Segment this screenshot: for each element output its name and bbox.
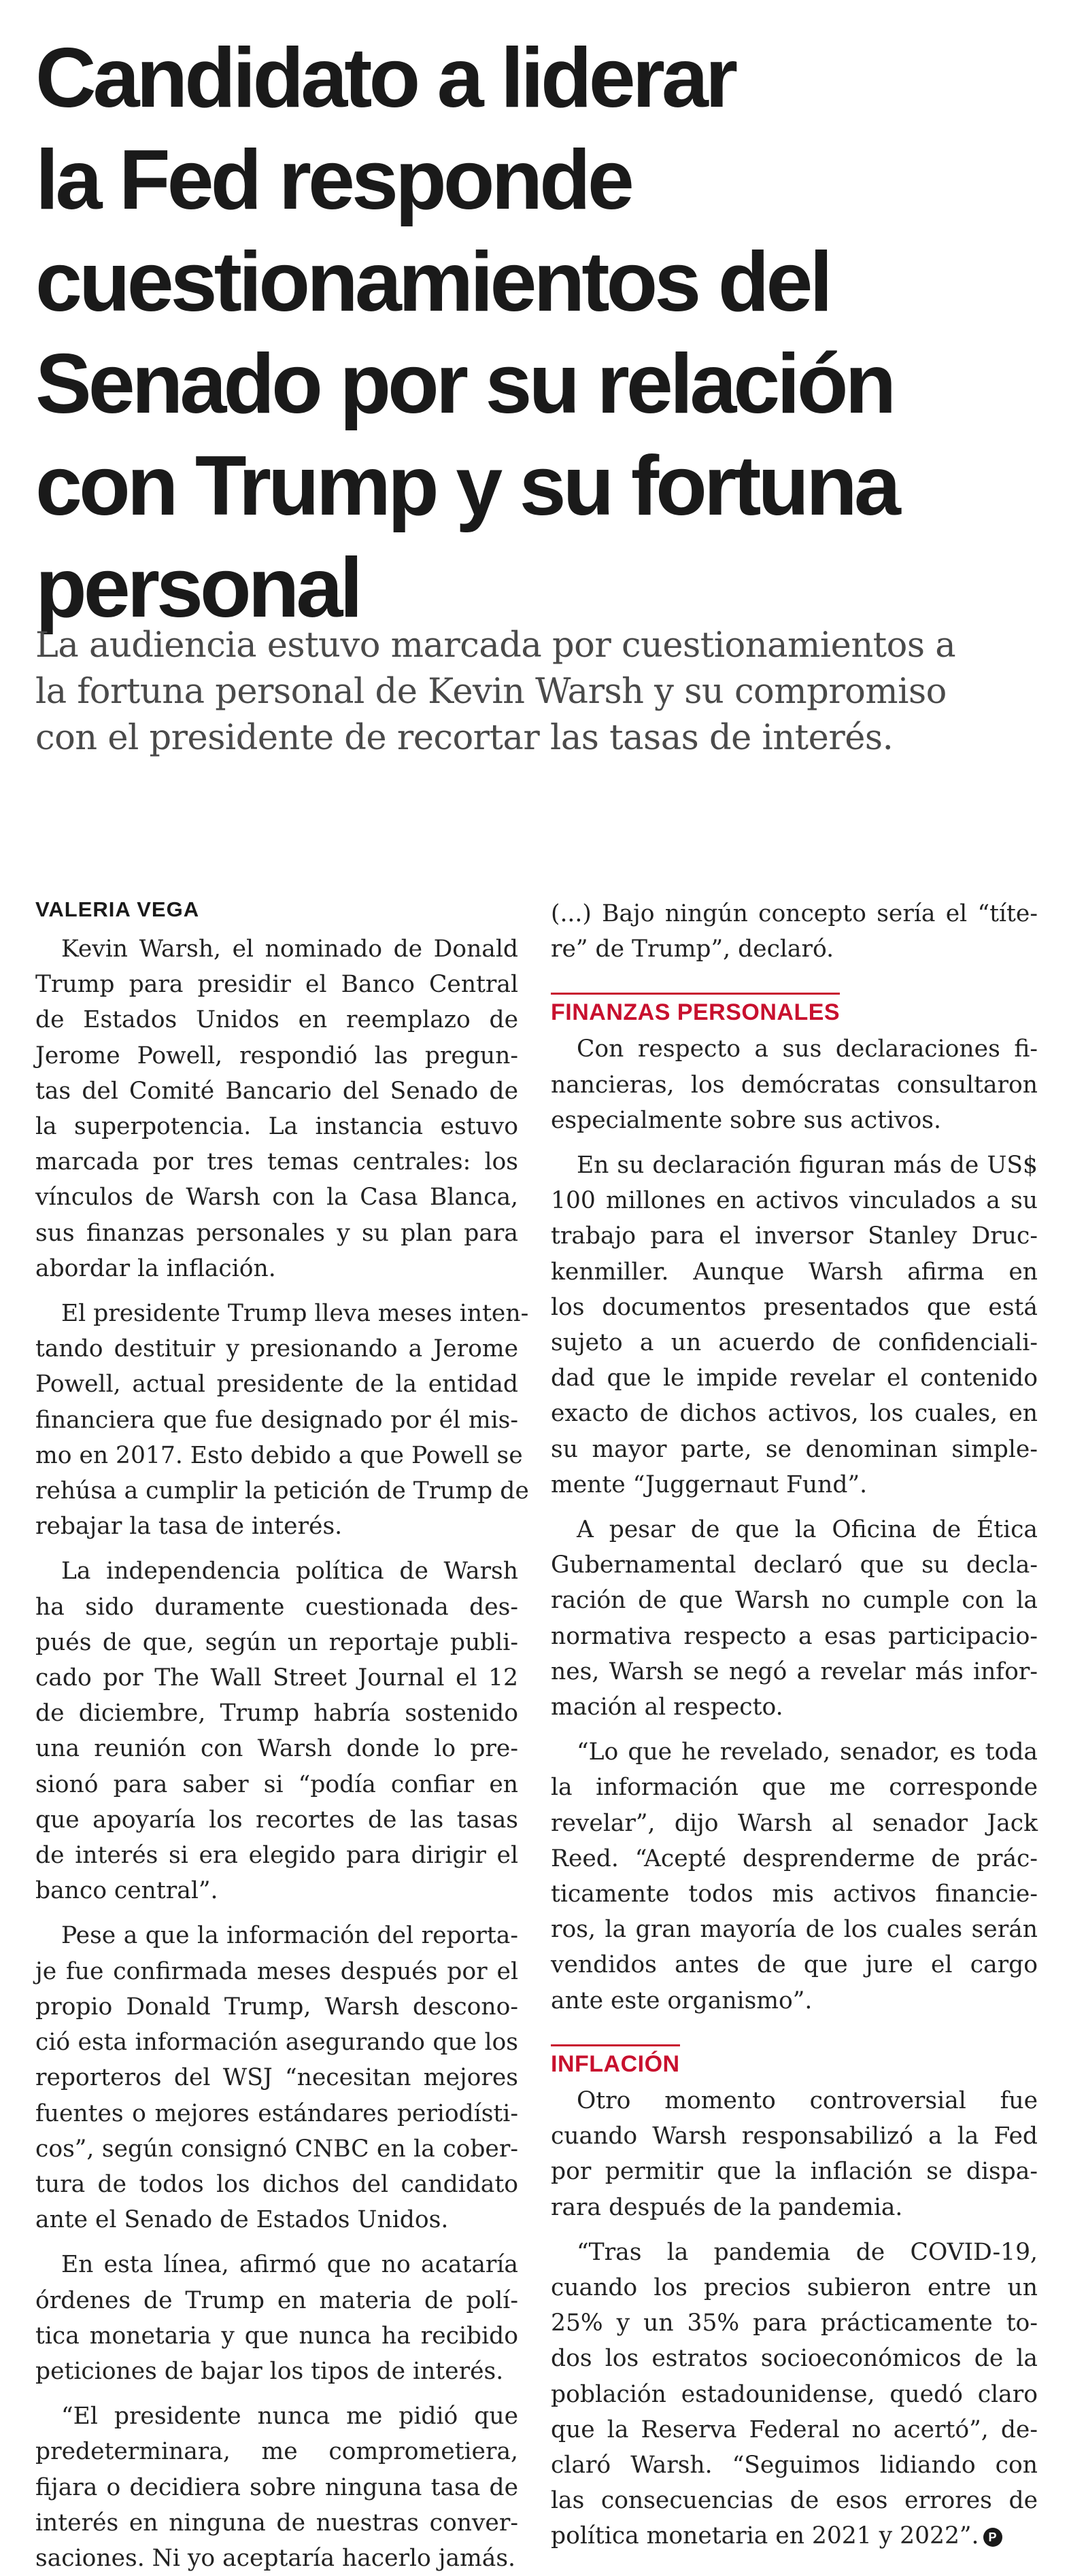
text-line: mación al respecto. <box>551 1694 783 1721</box>
text-line: 100 millones en activos vinculados a su <box>551 1187 1038 1215</box>
text-line: Gubernamental declaró que su decla- <box>551 1551 1038 1579</box>
text-line: rebajar la tasa de interés. <box>35 1513 343 1541</box>
text-line: tura de todos los dichos del candidato <box>35 2170 518 2198</box>
text-line: interés en ninguna de nuestras conver- <box>35 2509 518 2537</box>
byline: VALERIA VEGA <box>35 897 200 921</box>
paragraph <box>35 1296 529 1544</box>
headline <box>35 27 1042 639</box>
paragraph <box>551 1031 1038 1138</box>
text-line-content: política monetaria en 2021 y 2022”. <box>551 2522 979 2550</box>
text-line: vendidos antes de que jure el cargo <box>551 1951 1038 1979</box>
text-line: Powell, actual presidente de la entidad <box>35 1371 518 1398</box>
text-line: mo en 2017. Esto debido a que Powell se <box>35 1441 523 1469</box>
paragraph <box>35 931 518 1286</box>
text-line: La independencia política de Warsh <box>61 1558 518 1585</box>
text-line: ticamente todos mis activos financie- <box>551 1881 1038 1908</box>
headline-line: personal <box>35 541 360 635</box>
text-line: nancieras, los demócratas consultaron <box>551 1071 1038 1099</box>
text-line: propio Donald Trump, Warsh descono- <box>35 1993 518 2021</box>
text-line: tando destituir y presionando a Jerome <box>35 1335 518 1363</box>
paragraph <box>551 1148 1038 1502</box>
text-line: dos los estratos socioeconómicos de la <box>551 2345 1038 2373</box>
text-line: ha sido duramente cuestionada des- <box>35 1593 518 1621</box>
text-line: Kevin Warsh, el nominado de Donald <box>61 935 518 963</box>
paragraph <box>551 2083 1038 2225</box>
paragraph <box>35 2247 518 2389</box>
text-line: marcada por tres temas centrales: los <box>35 1148 518 1176</box>
subtitle-line: con el presidente de recortar las tasas de interés. <box>35 718 894 758</box>
text-line: fijara o decidiera sobre ninguna tasa de <box>35 2473 518 2501</box>
headline-line: la Fed responde <box>35 133 631 227</box>
paragraph <box>551 1512 1038 1725</box>
text-line: ante el Senado de Estados Unidos. <box>35 2206 449 2234</box>
text-line: por permitir que la inflación se dispa- <box>551 2158 1038 2186</box>
text-line: Trump para presidir el Banco Central <box>35 971 518 999</box>
text-line: (...) Bajo ningún concepto sería el “títe- <box>551 900 1038 927</box>
text-line: de interés si era elegido para dirigir el <box>35 1842 518 1870</box>
paragraph <box>35 1918 518 2237</box>
text-line: que apoyaría los recortes de las tasas <box>35 1806 518 1834</box>
text-line: banco central”. <box>35 1877 218 1905</box>
text-line: En su declaración figuran más de US$ <box>577 1152 1038 1180</box>
text-line: órdenes de Trump en materia de polí- <box>35 2286 518 2314</box>
text-line: Pese a que la información del reporta- <box>61 1922 518 1950</box>
text-line: de Estados Unidos en reemplazo de <box>35 1006 518 1034</box>
text-line: financiera que fue designado por él mis- <box>35 1406 518 1434</box>
text-line: ció esta información asegurando que los <box>35 2029 518 2057</box>
text-line: En esta línea, afirmó que no acataría <box>61 2251 518 2279</box>
text-line: reporteros del WSJ “necesitan mejores <box>35 2064 518 2092</box>
text-line: mente “Juggernaut Fund”. <box>551 1471 868 1498</box>
text-line: sujeto a un acuerdo de confidenciali- <box>551 1329 1038 1357</box>
article-column-right <box>551 896 1038 2554</box>
text-line: revelar”, dijo Warsh al senador Jack <box>551 1809 1038 1837</box>
text-line: rehúsa a cumplir la petición de Trump de <box>35 1477 529 1505</box>
text-line: su mayor parte, se denominan simple- <box>551 1435 1038 1463</box>
text-line: los documentos presentados que está <box>551 1293 1038 1321</box>
text-line: Con respecto a sus declaraciones fi- <box>577 1035 1038 1063</box>
text-line: Reed. “Acepté desprenderme de prác- <box>551 1844 1038 1872</box>
text-line: El presidente Trump lleva meses inten- <box>61 1300 529 1328</box>
text-line: trabajo para el inversor Stanley Druc- <box>551 1222 1038 1250</box>
text-line: ración de que Warsh no cumple con la <box>551 1587 1038 1615</box>
text-line: Otro momento controversial fue <box>577 2086 1038 2114</box>
text-line: 25% y un 35% para prácticamente to- <box>551 2309 1038 2337</box>
text-line: exacto de dichos activos, los cuales, en <box>551 1400 1038 1428</box>
subtitle <box>35 623 1042 761</box>
text-line: peticiones de bajar los tipos de interés. <box>35 2357 504 2385</box>
text-line: Jerome Powell, respondió las pregun- <box>35 1042 518 1069</box>
paragraph <box>551 896 1038 967</box>
text-line: de diciembre, Trump habría sostenido <box>35 1700 518 1728</box>
text-line: je fue confirmada meses después por el <box>35 1957 518 1985</box>
paragraph <box>35 1553 518 1908</box>
text-line: “Tras la pandemia de COVID-19, <box>577 2238 1038 2266</box>
text-line: la información que me corresponde <box>551 1774 1038 1802</box>
text-line: la superpotencia. La instancia estuvo <box>35 1113 518 1141</box>
text-line: re” de Trump”, declaró. <box>551 935 834 963</box>
text-line: rara después de la pandemia. <box>551 2193 903 2221</box>
text-line: vínculos de Warsh con la Casa Blanca, <box>35 1184 518 1212</box>
section-heading-inflacion: INFLACIÓN <box>551 2044 680 2079</box>
headline-line: Senado por su relación <box>35 337 894 431</box>
text-line: pués de que, según un reportaje publi- <box>35 1628 518 1656</box>
text-line: ros, la gran mayoría de los cuales serán <box>551 1916 1038 1944</box>
paragraph <box>35 2399 518 2576</box>
text-line: las consecuencias de esos errores de <box>551 2487 1038 2515</box>
subtitle-line: La audiencia estuvo marcada por cuestionamientos a <box>35 625 956 666</box>
text-line: predeterminara, me comprometiera, <box>35 2438 518 2466</box>
text-line: ante este organismo”. <box>551 1987 813 2014</box>
text-line: dad que le impide revelar el contenido <box>551 1364 1038 1392</box>
text-line: fuentes o mejores estándares periodísti- <box>35 2099 518 2127</box>
text-line: una reunión con Warsh donde lo pre- <box>35 1735 518 1763</box>
end-mark-icon: P <box>983 2528 1002 2547</box>
section-heading-finanzas: FINANZAS PERSONALES <box>551 993 840 1027</box>
text-line: sionó para saber si “podía confiar en <box>35 1770 518 1798</box>
headline-line: cuestionamientos del <box>35 235 830 329</box>
headline-line: con Trump y su fortuna <box>35 439 898 533</box>
subtitle-line: la fortuna personal de Kevin Warsh y su compromiso <box>35 672 947 712</box>
text-line: cuando los precios subieron entre un <box>551 2273 1038 2301</box>
text-line: sus finanzas personales y su plan para <box>35 1219 518 1247</box>
text-line: cado por The Wall Street Journal el 12 <box>35 1664 518 1692</box>
text-line: tas del Comité Bancario del Senado de <box>35 1077 518 1105</box>
text-line: “Lo que he revelado, senador, es toda <box>577 1738 1038 1766</box>
text-line <box>551 2518 1038 2554</box>
text-line: nes, Warsh se negó a revelar más infor- <box>551 1658 1038 1685</box>
text-line: A pesar de que la Oficina de Ética <box>577 1516 1038 1544</box>
text-line: normativa respecto a esas participacio- <box>551 1622 1038 1650</box>
text-line: saciones. Ni yo aceptaría hacerlo jamás. <box>35 2544 515 2572</box>
text-line: cuando Warsh responsabilizó a la Fed <box>551 2123 1038 2150</box>
text-line: población estadounidense, quedó claro <box>551 2380 1038 2408</box>
text-line: “El presidente nunca me pidió que <box>61 2403 518 2431</box>
text-line: abordar la inflación. <box>35 1254 276 1282</box>
paragraph <box>551 1734 1038 2019</box>
article-column-left <box>35 896 529 2576</box>
text-line: que la Reserva Federal no acertó”, de- <box>551 2416 1038 2443</box>
text-line: especialmente sobre sus activos. <box>551 1106 941 1134</box>
text-line: tica monetaria y que nunca ha recibido <box>35 2322 518 2350</box>
text-line: claró Warsh. “Seguimos lidiando con <box>551 2451 1038 2479</box>
headline-line: Candidato a liderar <box>35 31 735 125</box>
text-line: cos”, según consignó CNBC en la cober- <box>35 2135 518 2163</box>
text-line: kenmiller. Aunque Warsh afirma en <box>551 1258 1038 1286</box>
paragraph <box>551 2235 1038 2554</box>
